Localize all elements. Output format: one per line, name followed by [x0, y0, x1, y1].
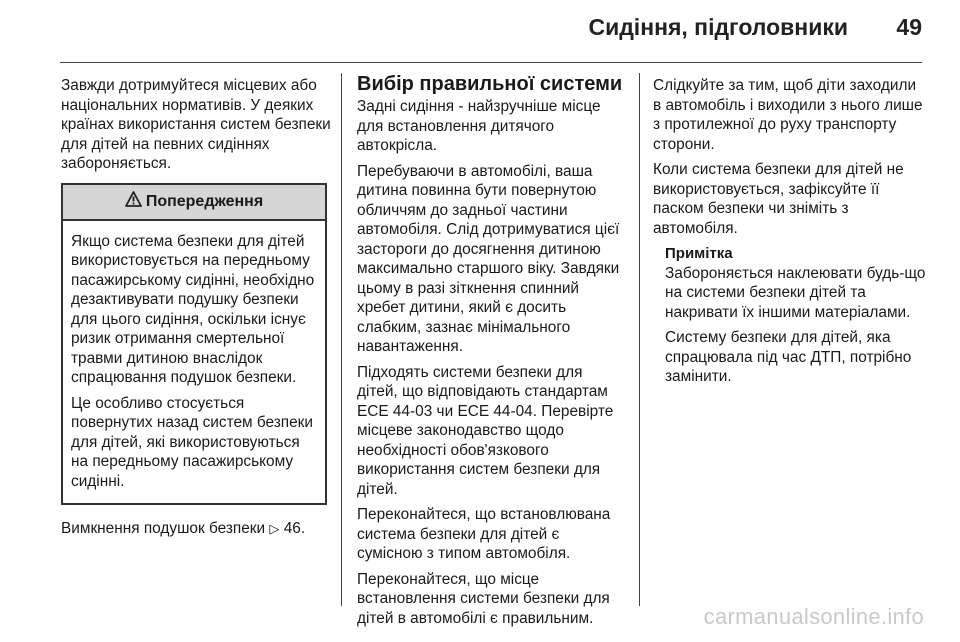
column-left	[61, 76, 331, 545]
middle-paragraph-5: Переконайтеся, що місце встановлення системи безпеки для дітей в автомобілі є правильним.	[357, 570, 610, 627]
warning-title: Попередження	[145, 192, 264, 210]
page-title: Сидіння, підголовники	[588, 14, 848, 40]
right-paragraph-1: Слідкуйте за тим, щоб діти заходили в автомобіль і виходили з нього лише з протилежної до руху транспорту сторони.	[653, 77, 923, 153]
warning-triangle-icon	[125, 191, 146, 213]
header-divider	[60, 62, 922, 63]
note-title: Примітка	[665, 245, 733, 262]
note-paragraph-1: Забороняється наклеювати будь-що на системи безпеки дітей та накривати їх іншими матеріалами.	[665, 264, 926, 321]
middle-paragraph-3: Підходять системи безпеки для дітей, що відповідають стандартам ЕСЕ 44-03 чи ЕСЕ 44-04. Перевірте місцеве законодавство щодо необхідності обов'язкового використання систем безпеки для дітей.	[357, 363, 614, 498]
intro-paragraph: Завжди дотримуйтеся місцевих або національних нормативів. У деяких країнах використання систем безпеки для дітей на певних сидіннях забороняється.	[61, 77, 331, 172]
cross-reference-page: 46.	[283, 520, 306, 537]
warning-paragraph-1: Якщо система безпеки для дітей використовується на передньому пасажирському сидінні, необхідно дезактивувати подушку безпеки для цього сидіння, оскільки існує ризик отримання смертельної травми дитиною внаслідок спрацювання подушок безпеки.	[71, 232, 315, 386]
right-paragraph-2: Коли система безпеки для дітей не використовується, зафіксуйте її паском безпеки чи зніміть з автомобіля.	[653, 161, 904, 237]
watermark: carmanualsonline.info	[703, 604, 924, 629]
section-title: Вибір правильної системи	[357, 73, 623, 95]
middle-paragraph-1: Задні сидіння - найзручніше місце для встановлення дитячого автокрісла.	[357, 98, 601, 154]
column-divider-right	[639, 73, 640, 606]
cross-reference[interactable]	[61, 519, 331, 539]
warning-header	[63, 185, 325, 221]
note-paragraph-2: Систему безпеки для дітей, яка спрацювала під час ДТП, потрібно замінити.	[665, 329, 912, 385]
cross-reference-text: Вимкнення подушок безпеки	[61, 520, 266, 537]
middle-paragraph-2: Перебуваючи в автомобілі, ваша дитина повинна бути повернутою обличчям до задньої частини автомобіля. Слід дотримуватися цієї застороги до досягнення дитиною максимально старшого віку. Завдяки цьому в разі зіткнення спинний хребет дитини, який є досить слабким, зазнає мінімального навантаження.	[357, 162, 620, 355]
page-number: 49	[896, 14, 922, 40]
reference-arrow-icon: ▷	[269, 521, 280, 536]
middle-paragraph-4: Переконайтеся, що встановлювана система безпеки для дітей є сумісною з типом автомобіля.	[357, 506, 611, 562]
warning-paragraph-2: Це особливо стосується повернутих назад систем безпеки для дітей, які використовуються на передньому пасажирському сидінні.	[71, 394, 314, 490]
warning-box	[61, 183, 327, 506]
column-right	[653, 76, 928, 393]
column-divider-left	[341, 73, 342, 606]
note-block	[653, 244, 928, 387]
column-middle	[357, 73, 627, 634]
warning-body	[63, 221, 325, 504]
